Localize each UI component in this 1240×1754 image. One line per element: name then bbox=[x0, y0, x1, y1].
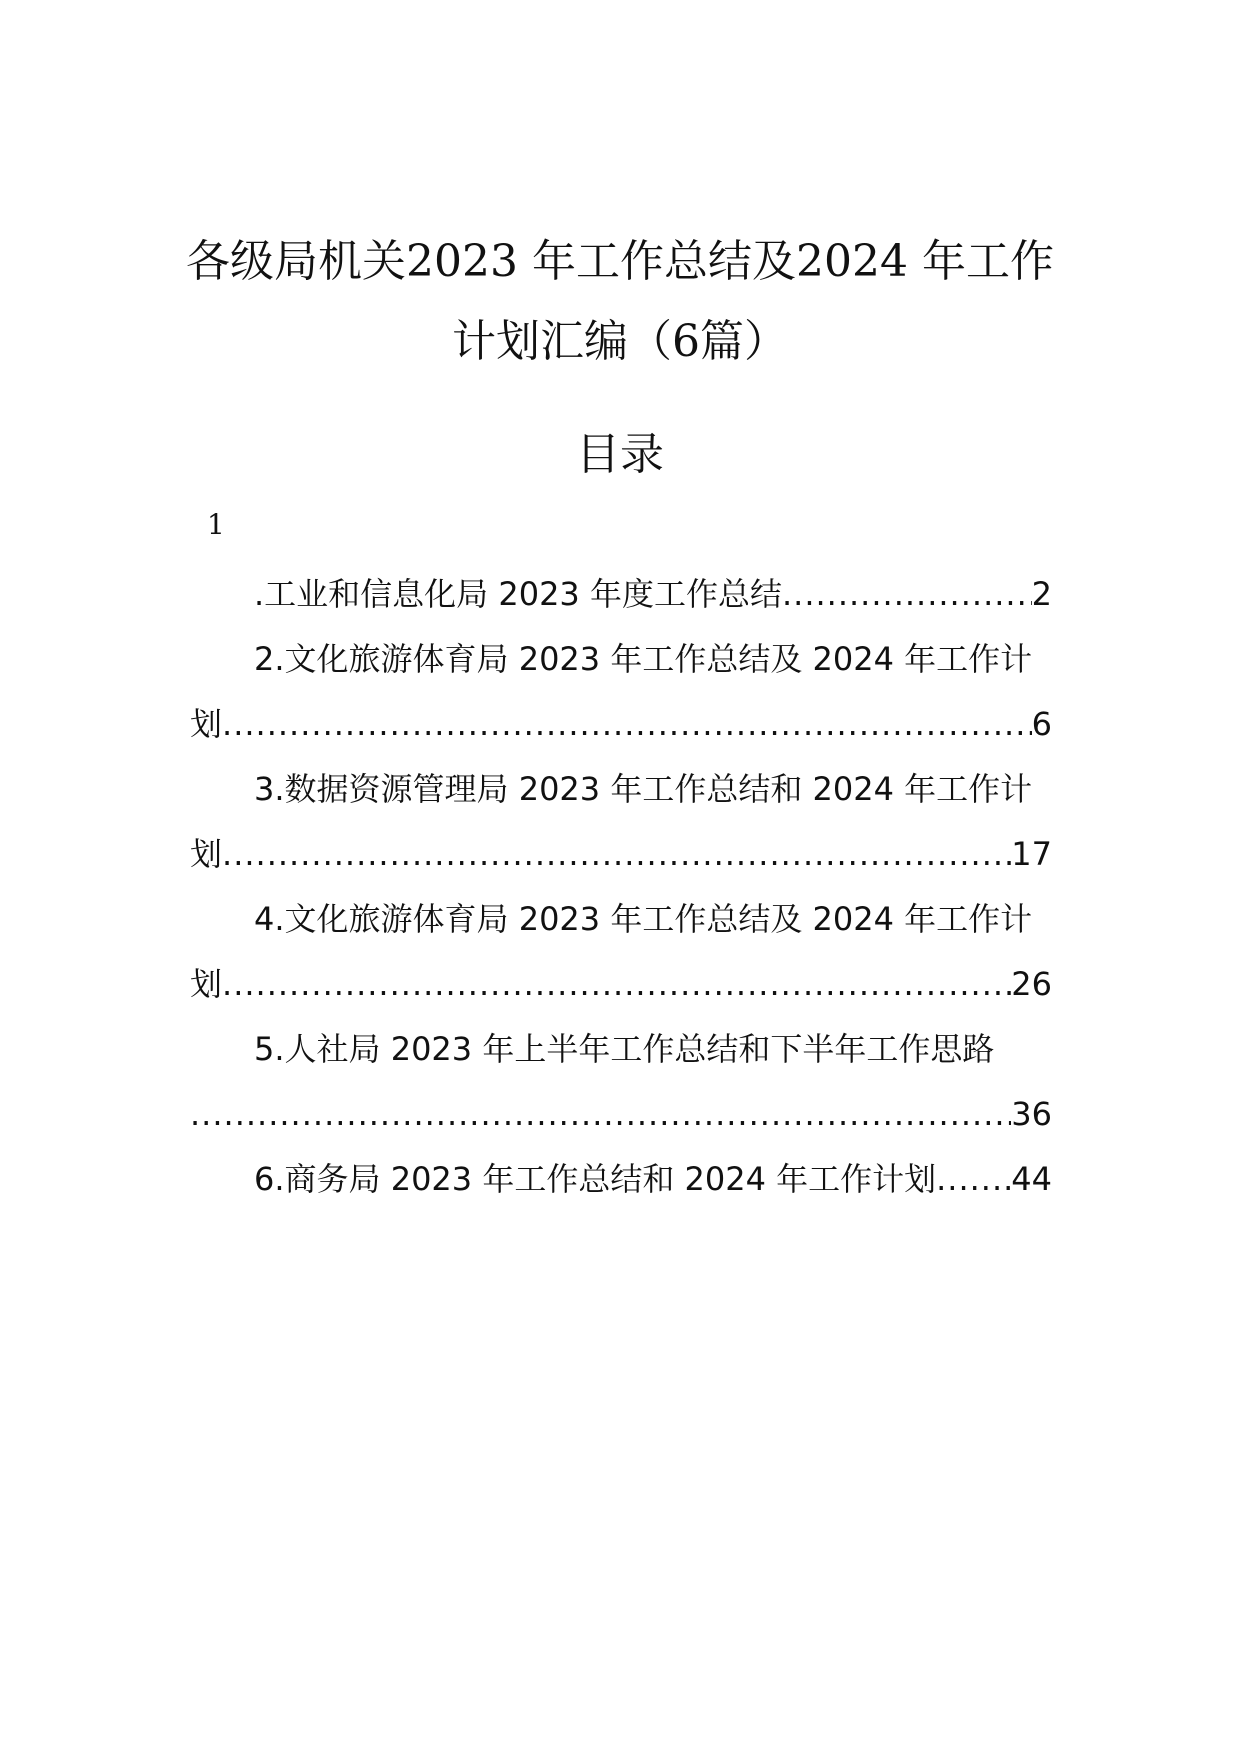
toc-leader-dots bbox=[222, 952, 1011, 1017]
toc-entry-4-line-1[interactable] bbox=[190, 887, 1052, 952]
toc-entry-1[interactable] bbox=[190, 562, 1052, 627]
toc-entry-title-cont: 划 bbox=[190, 705, 223, 743]
document-title bbox=[140, 222, 1100, 382]
toc-page-number: 2 bbox=[1031, 575, 1052, 613]
toc-page-number: 26 bbox=[1011, 965, 1052, 1003]
toc-entry-3-line-1[interactable] bbox=[190, 757, 1052, 822]
title-part: 篇） bbox=[700, 316, 788, 367]
toc-entry-title-cont: 划 bbox=[190, 965, 223, 1003]
title-year: 2023 bbox=[406, 236, 518, 287]
title-line-2 bbox=[140, 302, 1100, 382]
toc-entry-2-line-2[interactable] bbox=[190, 692, 1052, 757]
table-of-contents bbox=[190, 562, 1052, 1212]
toc-entry-5-line-1[interactable] bbox=[190, 1017, 1052, 1082]
title-count: 6 bbox=[672, 316, 700, 367]
toc-entry-title: .工业和信息化局 2023 年度工作总结 bbox=[254, 575, 782, 613]
toc-entry-title: 2.文化旅游体育局 2023 年工作总结及 2024 年工作计 bbox=[254, 640, 1033, 678]
toc-entry-title-cont: 划 bbox=[190, 835, 223, 873]
toc-page-number: 17 bbox=[1011, 835, 1052, 873]
toc-leader-dots bbox=[782, 562, 1032, 627]
toc-leader-dots bbox=[222, 822, 1011, 887]
toc-entry-4-line-2[interactable] bbox=[190, 952, 1052, 1017]
toc-page-number: 36 bbox=[1011, 1095, 1052, 1133]
toc-entry-title: 5.人社局 2023 年上半年工作总结和下半年工作思路 bbox=[254, 1030, 995, 1068]
toc-heading: 目录 bbox=[576, 429, 664, 480]
toc-entry-3-line-2[interactable] bbox=[190, 822, 1052, 887]
toc-page-number: 6 bbox=[1031, 705, 1052, 743]
stray-number: 1 bbox=[207, 508, 225, 541]
title-line-1 bbox=[140, 222, 1100, 302]
title-part: 各级局机关 bbox=[186, 236, 407, 287]
toc-leader-dots bbox=[936, 1147, 1011, 1212]
toc-leader-dots bbox=[222, 692, 1032, 757]
toc-entry-6[interactable] bbox=[190, 1147, 1052, 1212]
title-part: 年工作 bbox=[921, 236, 1054, 287]
toc-leader-dots bbox=[190, 1082, 1011, 1147]
toc-entry-title: 3.数据资源管理局 2023 年工作总结和 2024 年工作计 bbox=[254, 770, 1033, 808]
title-part: 年工作总结及 bbox=[532, 236, 796, 287]
toc-entry-title: 6.商务局 2023 年工作总结和 2024 年工作计划 bbox=[254, 1160, 937, 1198]
toc-entry-title: 4.文化旅游体育局 2023 年工作总结及 2024 年工作计 bbox=[254, 900, 1033, 938]
toc-page-number: 44 bbox=[1011, 1160, 1052, 1198]
title-part: 计划汇编（ bbox=[452, 316, 672, 367]
toc-entry-2-line-1[interactable] bbox=[190, 627, 1052, 692]
title-year: 2024 bbox=[796, 236, 908, 287]
toc-entry-5-line-2[interactable] bbox=[190, 1082, 1052, 1147]
